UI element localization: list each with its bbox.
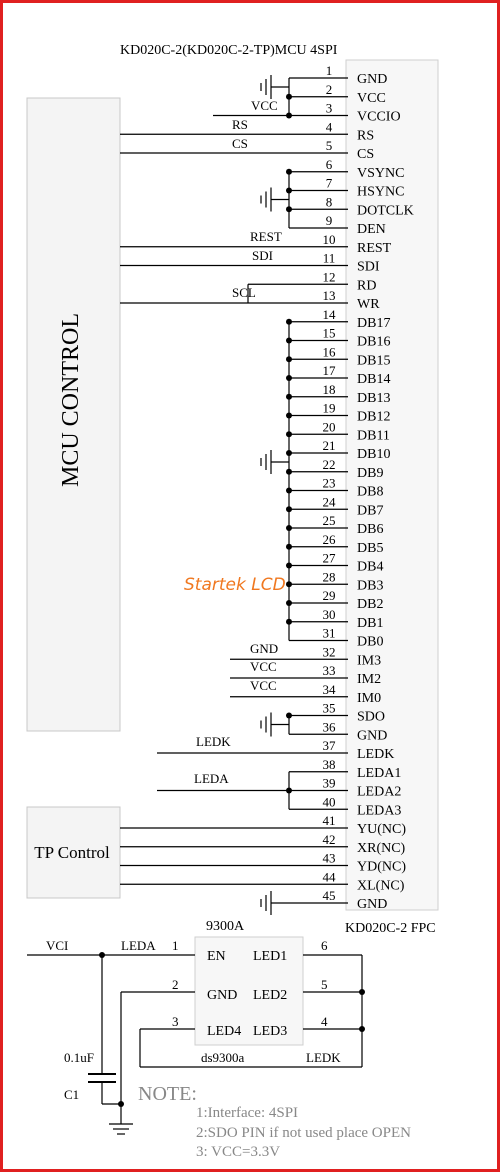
driver-num-right-1: 6 xyxy=(321,938,328,953)
driver-ledk-label: LEDK xyxy=(306,1050,341,1065)
junction-dot xyxy=(286,581,292,587)
pin-number: 4 xyxy=(325,119,333,135)
driver-pin-right-1: LED1 xyxy=(253,949,288,964)
pin-name: DB7 xyxy=(357,503,384,519)
pin-number: 25 xyxy=(322,513,336,528)
net-label-gnd-32: GND xyxy=(250,641,279,656)
pin-number: 7 xyxy=(325,175,333,191)
pin-number: 16 xyxy=(322,344,336,360)
pin-number: 27 xyxy=(322,550,336,566)
driver-pin-left-3: LED4 xyxy=(207,1024,242,1039)
junction-dot xyxy=(286,319,292,325)
pin-name: VSYNC xyxy=(357,165,405,181)
pin-name: DB0 xyxy=(357,634,384,650)
pin-number: 26 xyxy=(322,531,336,547)
pin-number: 21 xyxy=(322,438,336,453)
junction-dot xyxy=(286,600,292,606)
driver-part-label: 9300A xyxy=(206,919,245,934)
net-label-cs: CS xyxy=(232,136,248,151)
pin-name: LEDA3 xyxy=(357,803,402,819)
junction-dot xyxy=(286,544,292,550)
junction-dot xyxy=(286,563,292,569)
pin-number: 45 xyxy=(322,888,336,903)
pin-number: 19 xyxy=(322,400,336,416)
pin-number: 42 xyxy=(322,831,336,847)
pin-number: 38 xyxy=(322,756,336,772)
pin-number: 29 xyxy=(322,588,336,603)
net-label-scl: SCL xyxy=(232,285,256,300)
vci-label: VCI xyxy=(46,938,69,953)
pin-name: DB16 xyxy=(357,334,391,350)
pin-name: DB3 xyxy=(357,578,384,594)
driver-pin-left-2: GND xyxy=(207,988,238,1003)
pin-number: 24 xyxy=(322,494,336,510)
pin-name: XR(NC) xyxy=(357,840,406,856)
pin-name: LEDA2 xyxy=(357,784,402,800)
pin-name: DB17 xyxy=(357,315,391,331)
pin-name: GND xyxy=(357,897,388,912)
pin-name: DEN xyxy=(357,222,386,237)
pin-name: IM0 xyxy=(357,690,382,706)
schematic-title: KD020C-2(KD020C-2-TP)MCU 4SPI xyxy=(120,43,338,58)
pin-number: 17 xyxy=(322,363,336,378)
pin-name: GND xyxy=(357,72,388,87)
pin-number: 36 xyxy=(322,719,336,735)
pin-name: DB12 xyxy=(357,409,391,425)
junction-dot xyxy=(286,450,292,456)
pin-number: 35 xyxy=(322,700,336,716)
net-label-vcc-33: VCC xyxy=(250,659,277,674)
net-label-leda: LEDA xyxy=(194,771,229,786)
junction-dot xyxy=(286,713,292,719)
pin-number: 5 xyxy=(325,138,333,153)
pin-number: 1 xyxy=(325,63,333,78)
capacitor-ref-label: C1 xyxy=(64,1087,80,1102)
pin-name: DB13 xyxy=(357,390,391,406)
wire-group xyxy=(120,75,292,915)
pin-name: DB15 xyxy=(357,353,391,369)
pin-name: RD xyxy=(357,278,377,294)
pin-name: YD(NC) xyxy=(357,859,406,875)
pin-number: 44 xyxy=(322,869,336,885)
pin-name: DB14 xyxy=(357,372,391,387)
pin-name: HSYNC xyxy=(357,184,405,200)
net-label-rest: REST xyxy=(250,229,282,244)
tp-control-label: TP Control xyxy=(34,843,110,862)
pin-name: DOTCLK xyxy=(357,203,414,219)
pin-name: DB9 xyxy=(357,465,384,481)
startek-watermark: Startek LCD xyxy=(184,575,286,595)
driver-num-right-3: 4 xyxy=(321,1014,328,1029)
pin-name: CS xyxy=(357,147,375,162)
pin-name: DB6 xyxy=(357,522,384,537)
net-label-sdi: SDI xyxy=(252,248,273,263)
note-line-2: 2:SDO PIN if not used place OPEN xyxy=(196,1125,411,1141)
pin-number: 10 xyxy=(322,231,336,247)
driver-num-right-2: 5 xyxy=(321,977,328,992)
pin-number: 40 xyxy=(322,794,336,810)
junction-dot xyxy=(286,469,292,475)
junction-dot xyxy=(286,394,292,400)
junction-dot xyxy=(286,506,292,512)
notes xyxy=(138,1083,411,1160)
pin-number: 8 xyxy=(325,194,333,210)
pin-number: 13 xyxy=(322,288,336,303)
pin-name: DB10 xyxy=(357,447,391,462)
driver-num-left-3: 3 xyxy=(172,1014,179,1029)
pin-number: 41 xyxy=(322,813,336,828)
junction-dot xyxy=(286,113,292,119)
net-label-rs: RS xyxy=(232,117,248,132)
pin-name: SDI xyxy=(357,259,380,275)
junction-dot xyxy=(286,206,292,212)
pin-number: 22 xyxy=(322,456,336,472)
driver-num-left-2: 2 xyxy=(172,977,179,992)
pin-name: RS xyxy=(357,128,375,144)
pin-number: 18 xyxy=(322,381,336,397)
pin-number: 23 xyxy=(322,475,336,491)
pin-name: LEDK xyxy=(357,747,395,762)
pin-number: 12 xyxy=(322,269,336,285)
junction-dot xyxy=(286,169,292,175)
pin-name: DB11 xyxy=(357,428,390,444)
pin-name: DB4 xyxy=(357,559,384,575)
pin-name: DB1 xyxy=(357,615,384,631)
junction-dot xyxy=(286,375,292,381)
pin-number: 33 xyxy=(322,663,336,678)
junction-dot xyxy=(286,356,292,362)
pin-number: 15 xyxy=(322,325,336,341)
note-line-3: 3: VCC=3.3V xyxy=(196,1144,281,1160)
pin-number: 34 xyxy=(322,681,336,697)
driver-pin-left-1: EN xyxy=(207,949,226,964)
junction-dot xyxy=(286,525,292,531)
pin-number: 39 xyxy=(322,775,336,791)
pin-number: 11 xyxy=(322,250,336,266)
pin-name: VCC xyxy=(357,90,386,106)
junction-dot xyxy=(286,431,292,437)
pin-number: 31 xyxy=(322,625,336,641)
junction-dot xyxy=(286,188,292,194)
net-label-vcc-3: VCC xyxy=(251,98,278,113)
pin-name: REST xyxy=(357,240,392,256)
junction-dot xyxy=(286,413,292,419)
junction-dot xyxy=(286,338,292,344)
driver-name-label: ds9300a xyxy=(201,1050,245,1065)
pin-number: 2 xyxy=(325,81,333,97)
pin-number: 3 xyxy=(325,100,333,116)
junction-dot xyxy=(286,94,292,100)
pin-number: 32 xyxy=(322,644,336,660)
driver-num-left-1: 1 xyxy=(172,938,179,953)
mcu-control-label: MCU CONTROL xyxy=(58,312,84,488)
note-heading: NOTE: xyxy=(138,1083,197,1105)
pin-name: IM3 xyxy=(357,653,382,669)
pin-number: 20 xyxy=(322,419,336,435)
fpc-label: KD020C-2 FPC xyxy=(345,921,436,936)
junction-dot xyxy=(286,619,292,625)
capacitor-value-label: 0.1uF xyxy=(64,1050,94,1065)
pin-name: VCCIO xyxy=(357,109,401,125)
pin-name: YU(NC) xyxy=(357,822,406,837)
pin-name: WR xyxy=(357,297,380,312)
pin-number: 28 xyxy=(322,569,336,585)
driver-pin-right-3: LED3 xyxy=(253,1024,288,1039)
pin-number: 6 xyxy=(325,156,333,172)
pin-name: GND xyxy=(357,728,388,744)
driver-pin-right-2: LED2 xyxy=(253,988,288,1003)
junction-dot xyxy=(286,488,292,494)
net-label-vcc-34: VCC xyxy=(250,678,277,693)
pin-name: XL(NC) xyxy=(357,878,405,894)
pin-number: 30 xyxy=(322,606,336,622)
pin-name: LEDA1 xyxy=(357,765,402,781)
driver-leda-label: LEDA xyxy=(121,938,156,953)
note-line-1: 1:Interface: 4SPI xyxy=(196,1105,299,1121)
pin-name: DB8 xyxy=(357,484,384,500)
pin-number: 37 xyxy=(322,738,336,753)
pin-name: DB5 xyxy=(357,540,384,556)
pin-number: 14 xyxy=(322,306,336,322)
pin-name: SDO xyxy=(357,709,386,725)
pin-name: DB2 xyxy=(357,597,384,612)
net-label-ledk: LEDK xyxy=(196,734,231,749)
pin-name: IM2 xyxy=(357,672,382,687)
pin-number: 9 xyxy=(325,213,333,228)
pin-number: 43 xyxy=(322,850,336,866)
